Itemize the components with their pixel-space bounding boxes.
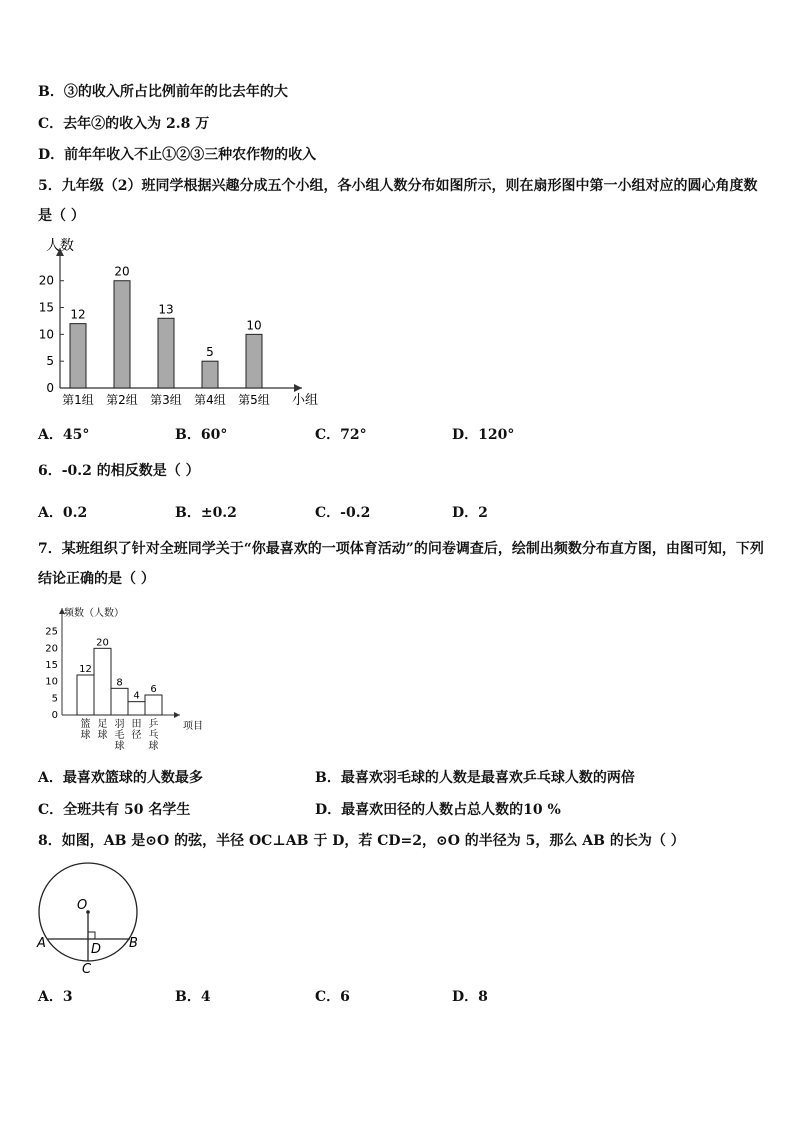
x-tick-label: 羽毛球 [114, 719, 125, 752]
bar [94, 648, 111, 715]
q7-option-d[interactable]: D．最喜欢田径的人数占总人数的10 % [315, 802, 561, 818]
prev-option-d: D．前年年收入不止①②③三种农作物的收入 [38, 147, 317, 163]
q6-stem: 6．-0.2 的相反数是（ ） [38, 463, 200, 479]
x-tick-label: 田径 [131, 719, 142, 741]
bar [70, 324, 86, 388]
y-tick-label: 20 [45, 643, 58, 655]
x-axis-arrow [174, 712, 180, 718]
q7-option-b[interactable]: B．最喜欢羽毛球的人数是最喜欢乒乓球人数的两倍 [315, 770, 635, 786]
y-tick-label: 15 [38, 300, 54, 315]
x-axis-arrow [294, 384, 302, 392]
data-label: 12 [70, 307, 86, 322]
q7-histogram [40, 602, 215, 762]
q5-stem-line1: 5．九年级（2）班同学根据兴趣分成五个小组，各小组人数分布如图所示，则在扇形图中第一小组对应的圆心角度数 [38, 178, 758, 194]
q8-circle-diagram [34, 862, 144, 977]
q7-stem-line2: 结论正确的是（ ） [38, 571, 155, 587]
q8-option-b[interactable]: B．4 [175, 989, 211, 1005]
x-tick-label: 篮球 [80, 719, 91, 741]
q6-option-c[interactable]: C．-0.2 [315, 505, 371, 521]
prev-option-c: C．去年②的收入为 2.8 万 [38, 116, 210, 132]
bar [246, 334, 262, 388]
q8-stem: 8．如图，AB 是⊙O 的弦，半径 OC⊥AB 于 D，若 CD=2，⊙O 的半径为 5，那么 AB 的长为（ ） [38, 833, 685, 849]
q6-option-d[interactable]: D．2 [452, 505, 488, 521]
data-label: 13 [158, 302, 174, 317]
x-tick-label: 第3组 [150, 393, 182, 407]
q5-bar-chart [30, 236, 330, 414]
label-a: A [37, 936, 46, 951]
q6-option-a[interactable]: A．0.2 [38, 505, 88, 521]
y-tick-label: 5 [46, 354, 54, 369]
y-axis-label: 人数 [46, 238, 74, 254]
y-tick-label: 20 [38, 273, 54, 288]
x-tick-label: 乒乓球 [148, 719, 159, 752]
bar [145, 695, 162, 715]
data-label: 8 [116, 677, 123, 689]
data-label: 20 [96, 637, 109, 649]
data-label: 20 [114, 264, 130, 279]
bar [77, 675, 94, 715]
y-tick-label: 0 [51, 710, 58, 721]
bar [111, 688, 128, 715]
q5-option-b[interactable]: B．60° [175, 427, 228, 443]
q8-option-c[interactable]: C．6 [315, 989, 350, 1005]
x-axis-label: 项目 [183, 721, 203, 732]
q7-stem-line1: 7．某班组织了针对全班同学关于“你最喜欢的一项体育活动”的问卷调查后，绘制出频数分布直方图，由图可知，下列 [38, 541, 764, 557]
x-tick-label: 第4组 [194, 393, 226, 407]
bar [114, 281, 130, 388]
q7-option-a[interactable]: A．最喜欢篮球的人数最多 [38, 770, 203, 786]
right-angle-mark [88, 932, 95, 939]
data-label: 4 [133, 690, 140, 702]
x-tick-label: 足球 [97, 719, 108, 741]
y-tick-label: 25 [45, 626, 58, 638]
y-tick-label: 5 [51, 693, 58, 705]
x-axis-label: 小组 [292, 393, 319, 408]
x-tick-label: 第2组 [106, 393, 138, 407]
data-label: 6 [150, 684, 157, 695]
data-label: 5 [206, 345, 214, 360]
prev-option-b: B．③的收入所占比例前年的比去年的大 [38, 84, 288, 100]
q5-option-a[interactable]: A．45° [38, 427, 90, 443]
q8-option-a[interactable]: A．3 [38, 989, 73, 1005]
y-tick-label: 0 [46, 381, 54, 395]
y-tick-label: 10 [38, 327, 54, 342]
q7-option-c[interactable]: C．全班共有 50 名学生 [38, 802, 191, 818]
data-label: 12 [79, 664, 92, 675]
y-tick-label: 10 [45, 676, 58, 688]
q5-option-d[interactable]: D．120° [452, 427, 515, 443]
q6-option-b[interactable]: B．±0.2 [175, 505, 237, 521]
label-o: O [77, 898, 88, 913]
bar [202, 361, 218, 388]
q8-option-d[interactable]: D．8 [452, 989, 488, 1005]
q5-option-c[interactable]: C．72° [315, 427, 367, 443]
label-c: C [82, 962, 92, 977]
label-d: D [91, 942, 102, 957]
x-tick-label: 第5组 [238, 393, 270, 407]
bar [128, 702, 145, 715]
y-tick-label: 15 [45, 660, 58, 671]
data-label: 10 [246, 318, 262, 333]
y-axis-label: 频数（人数） [64, 608, 124, 619]
q5-stem-line2: 是（ ） [38, 208, 85, 224]
x-tick-label: 第1组 [62, 393, 94, 407]
label-b: B [129, 936, 138, 951]
bar [158, 318, 174, 388]
